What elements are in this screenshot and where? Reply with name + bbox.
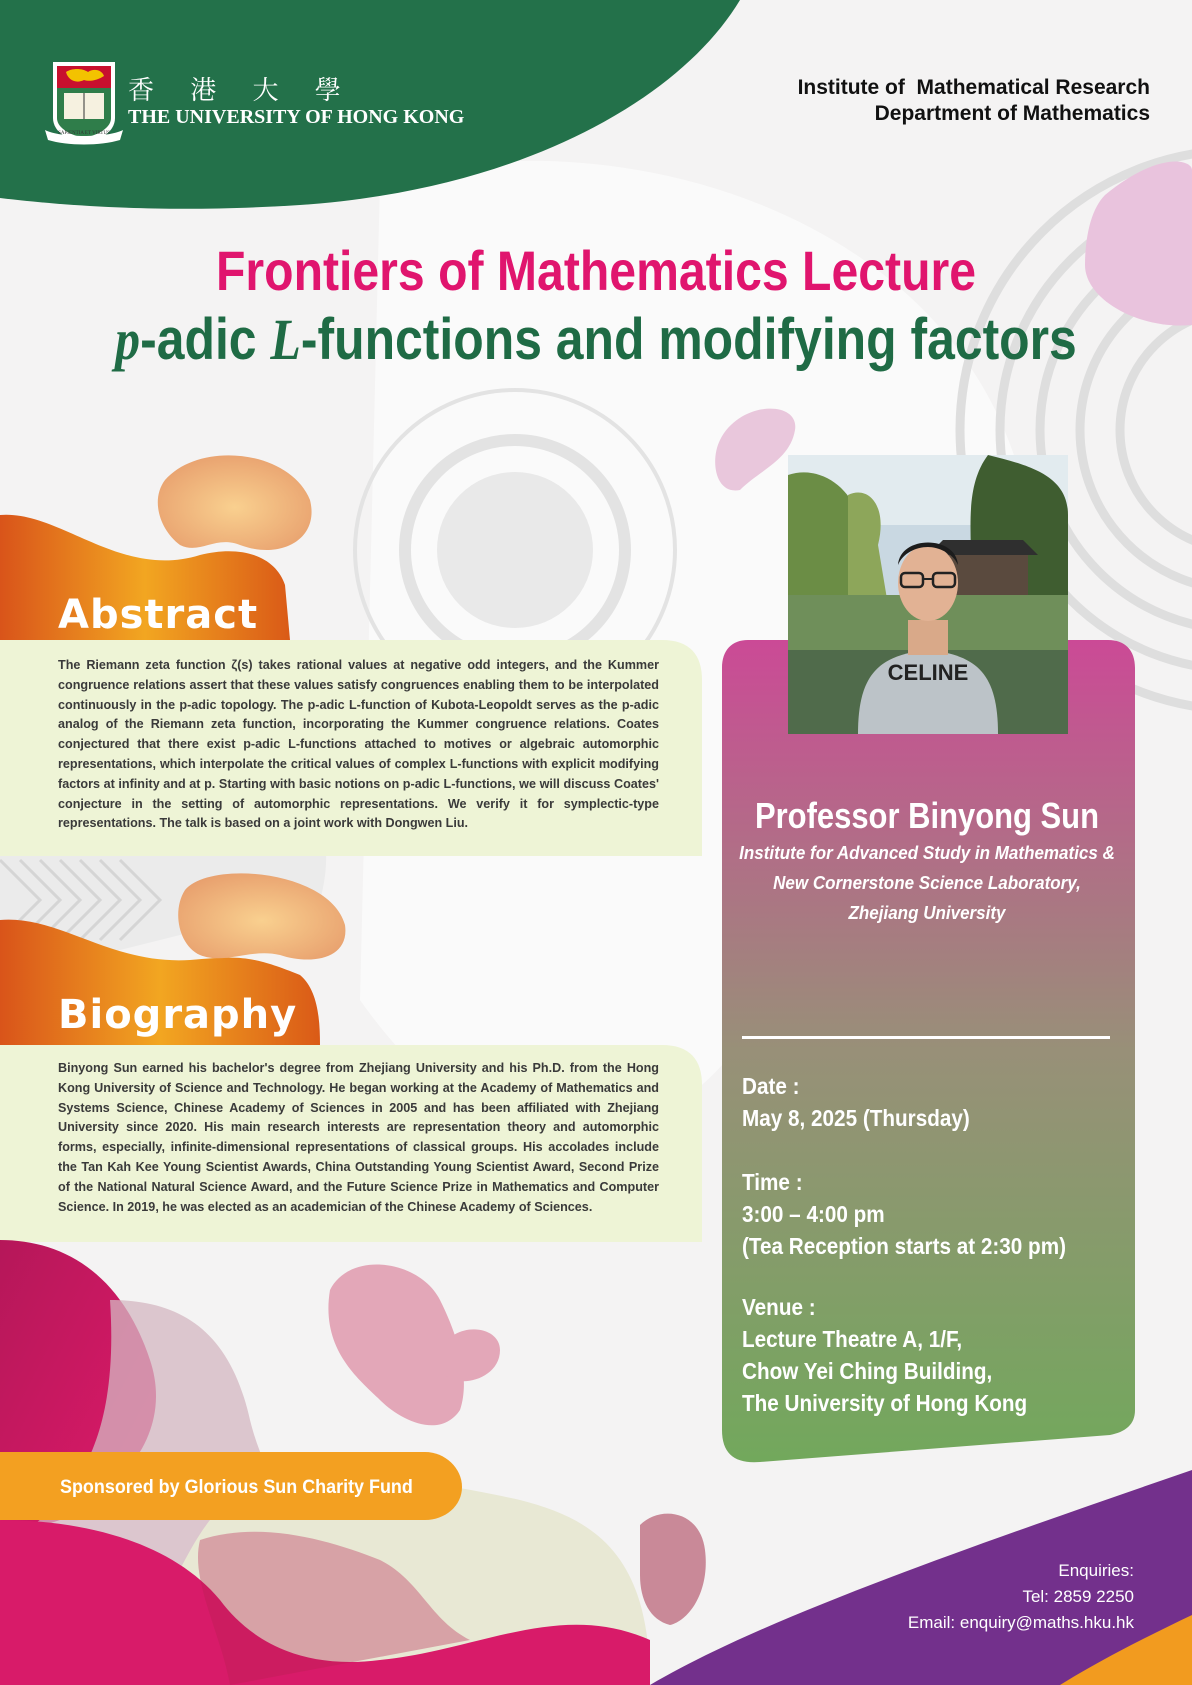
lecture-title xyxy=(83,306,1108,373)
venue-block xyxy=(742,1291,1027,1419)
venue-line-3: The University of Hong Kong xyxy=(742,1390,1028,1416)
university-name-english: THE UNIVERSITY OF HONG KONG xyxy=(128,106,465,128)
venue-line-1: Lecture Theatre A, 1/F, xyxy=(742,1326,963,1352)
venue-line-2: Chow Yei Ching Building, xyxy=(742,1358,993,1384)
time-block xyxy=(742,1166,1066,1262)
university-name-chinese: 香 港 大 學 xyxy=(128,76,355,106)
enquiries xyxy=(908,1558,1134,1636)
enquiries-email[interactable]: Email: enquiry@maths.hku.hk xyxy=(907,1613,1134,1632)
lecture-title-p: p xyxy=(115,307,141,372)
lecture-series-title: Frontiers of Mathematics Lecture xyxy=(215,239,977,302)
lecture-title-part1: -adic xyxy=(140,307,271,372)
shirt-text: CELINE xyxy=(887,660,969,685)
enquiries-tel: Tel: 2859 2250 xyxy=(1022,1587,1134,1606)
date-block xyxy=(742,1070,970,1134)
lecture-title-part2: -functions and modifying factors xyxy=(300,307,1077,372)
affiliation-line-1: Institute for Advanced Study in Mathematics & xyxy=(739,842,1115,863)
speaker-photo xyxy=(788,455,1068,734)
department-line: Department of Mathematics xyxy=(874,102,1150,125)
biography-text: Binyong Sun earned his bachelor's degree from Zhejiang University and his Ph.D. from the Hong Kong University of Science and Technology. He began working at the Academy of Mathematics and Systems Science, Chinese Academy of Sciences in 2005 and has been affiliated with Zhejiang University since 2020. His main research interests are representation theory and automorphic forms, especially, infinite-dimensional representations of classical groups. His accolades include the Tan Kah Kee Young Scientist Awards, China Outstanding Young Scientist Award, Second Prize of the National Natural Science Award, and the Future Science Prize in Mathematics and Computer Science. In 2019, he was elected as an academician of the Chinese Academy of Sciences. xyxy=(58,1061,659,1214)
venue-label: Venue : xyxy=(742,1294,816,1320)
date-label: Date : xyxy=(742,1073,800,1099)
time-label: Time : xyxy=(742,1169,803,1195)
time-value: 3:00 – 4:00 pm xyxy=(742,1201,885,1227)
organizers xyxy=(798,75,1150,127)
date-value: May 8, 2025 (Thursday) xyxy=(742,1105,970,1131)
abstract-text: The Riemann zeta function ζ(s) takes rational values at negative odd integers, and the Kummer congruence relations assert that these values satisfy congruences enabling them to be interpolated continuously in the p-adic topology. The p-adic L-function of Kubota-Leopoldt serves as the p-adic analog of the Riemann zeta function, incorporating the Kummer congruence relations. Coates conjectured that there exist p-adic L-functions attached to motives or algebraic automorphic representations, which interpolate the critical values of complex L-functions with explicit modifying factors at infinity and at p. Starting with basic notions on p-adic L-functions, we will discuss Coates' conjecture in the setting of automorphic representations. We verify it for symplectic-type representations. The talk is based on a joint work with Dongwen Liu. xyxy=(58,658,659,831)
speaker-affiliation xyxy=(738,838,1115,928)
speaker-name: Professor Binyong Sun xyxy=(754,795,1100,836)
enquiries-label: Enquiries: xyxy=(1058,1561,1134,1580)
affiliation-line-3: Zhejiang University xyxy=(848,902,1006,923)
time-note: (Tea Reception starts at 2:30 pm) xyxy=(742,1233,1067,1259)
institute-line: Institute of Mathematical Research xyxy=(797,76,1150,99)
panel-divider xyxy=(742,1036,1110,1039)
biography-heading: Biography xyxy=(58,992,298,1038)
sponsor-text: Sponsored by Glorious Sun Charity Fund xyxy=(60,1476,413,1498)
affiliation-line-2: New Cornerstone Science Laboratory, xyxy=(773,872,1081,893)
lecture-title-L: L xyxy=(270,307,301,372)
abstract-heading: Abstract xyxy=(58,592,259,638)
crest-motto: SAPIENTIA ET VIRTUS xyxy=(58,131,110,136)
